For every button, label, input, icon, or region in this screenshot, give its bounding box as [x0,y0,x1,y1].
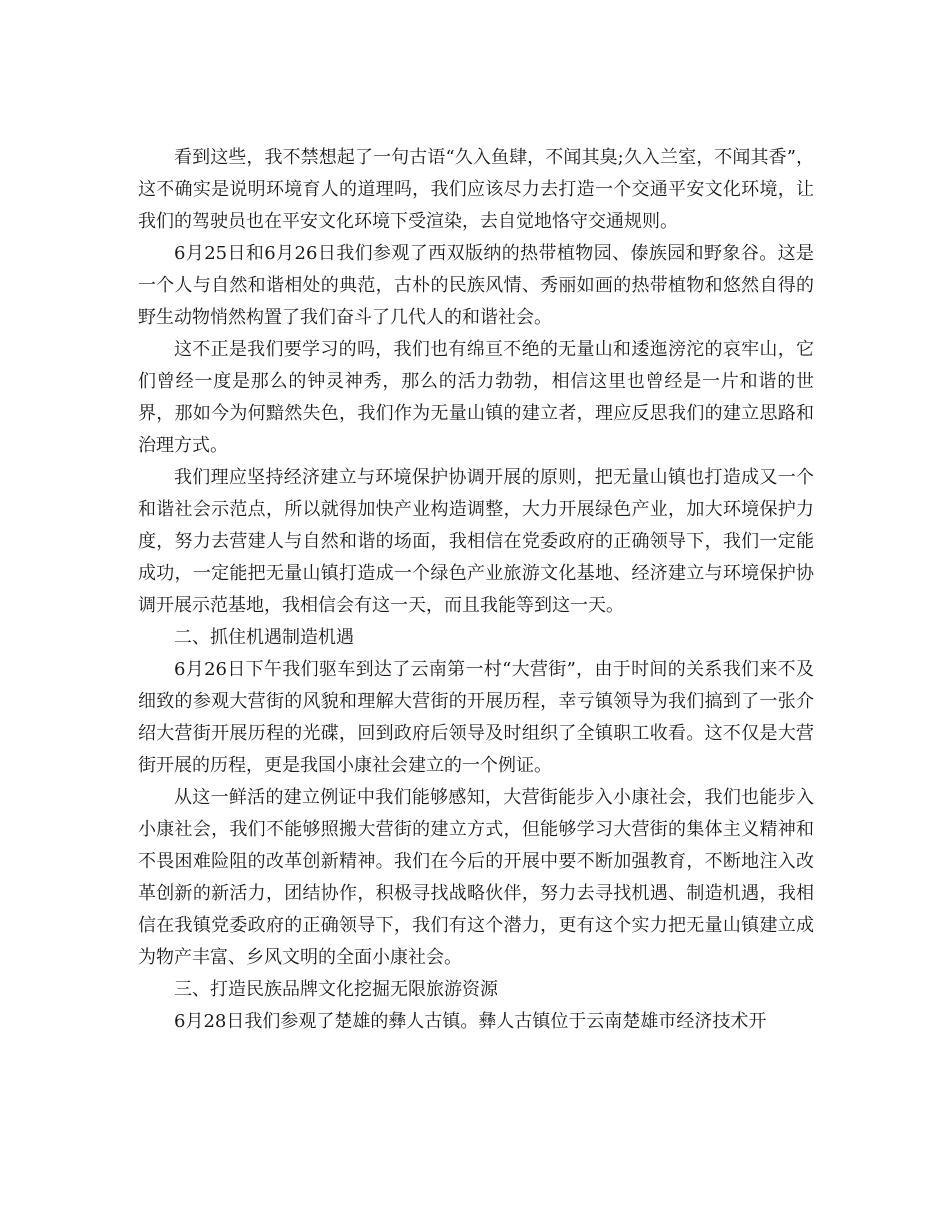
document-body [138,142,814,1038]
section-heading-ethnic-brand: 三、打造民族品牌文化挖掘无限旅游资源 [174,979,498,1000]
paragraph-xiaokang-society: 从这一鲜活的建立例证中我们能够感知，大营街能步入小康社会，我们也能步入小康社会，我们不能够照搬大营街的建立方式，但能够学习大营街的集体主义精神和不畏困难险阻的改革创新精神。我们在今后的开展中要不断加强教育，不断地注入改革创新的新活力，团结协作，积极寻找战略伙伴，努力去寻找机遇、制造机遇，我相信在我镇党委政府的正确领导下，我们有这个潜力，更有这个实力把无量山镇建立成为物产丰富、乡风文明的全面小康社会。 [138,787,814,968]
paragraph-dayingjie-visit: 6月26日下午我们驱车到达了云南第一村“大营街”，由于时间的关系我们来不及细致的参观大营街的风貌和理解大营街的开展历程，幸亏镇领导为我们搞到了一张介绍大营街开展历程的光碟，回到政府后领导及时组织了全镇职工收看。这不仅是大营街开展的历程，更是我国小康社会建立的一个例证。 [138,659,814,776]
paragraph-wuliang-mountain: 这不正是我们要学习的吗，我们也有绵亘不绝的无量山和逶迤滂沱的哀牢山，它们曾经一度是那么的钟灵神秀，那么的活力勃勃，相信这里也曾经是一片和谐的世界，那如今为何黯然失色，我们作为无量山镇的建立者，理应反思我们的建立思路和治理方式。 [138,339,814,456]
paragraph-xishuangbanna-visit: 6月25日和6月26日我们参观了西双版纳的热带植物园、傣族园和野象谷。这是一个人与自然和谐相处的典范，古朴的民族风情、秀丽如画的热带植物和悠然自得的野生动物悄然构置了我们奋斗了几代人的和谐社会。 [138,243,814,328]
section-heading-opportunity: 二、抓住机遇制造机遇 [174,627,354,648]
paragraph-environment-education: 看到这些，我不禁想起了一句古语“久入鱼肆，不闻其臭;久入兰室，不闻其香”，这不确实是说明环境育人的道理吗，我们应该尽力去打造一个交通平安文化环境，让我们的驾驶员也在平安文化环境下受渲染，去自觉地恪守交通规则。 [138,147,814,232]
paragraph-development-principle: 我们理应坚持经济建立与环境保护协调开展的原则，把无量山镇也打造成又一个和谐社会示范点，所以就得加快产业构造调整，大力开展绿色产业，加大环境保护力度，努力去营建人与自然和谐的场面，我相信在党委政府的正确领导下，我们一定能成功，一定能把无量山镇打造成一个绿色产业旅游文化基地、经济建立与环境保护协调开展示范基地，我相信会有这一天，而且我能等到这一天。 [138,467,814,616]
paragraph-yiren-ancient-town: 6月28日我们参观了楚雄的彝人古镇。彝人古镇位于云南楚雄市经济技术开 [174,1011,767,1032]
